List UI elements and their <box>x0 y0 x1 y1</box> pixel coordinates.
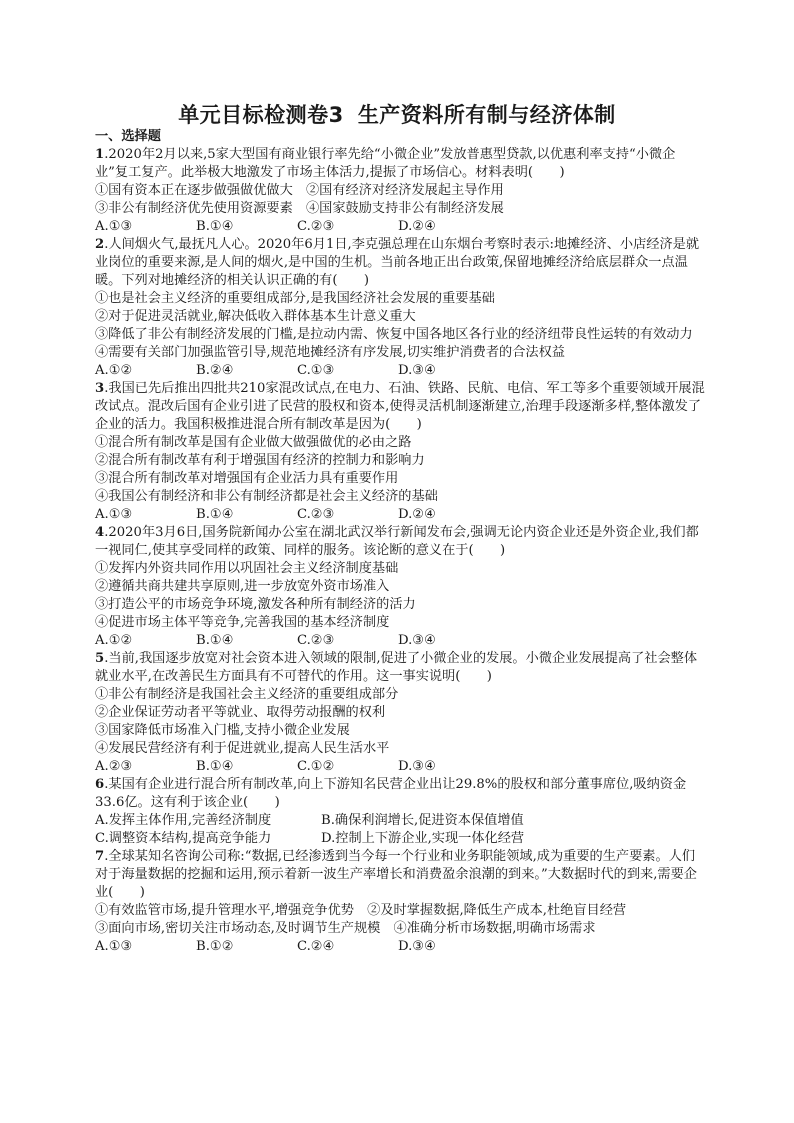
option-b[interactable]: B.①② <box>196 939 234 954</box>
question-number: 4 <box>95 525 105 540</box>
page-title <box>0 99 794 129</box>
statement-line: ①混合所有制改革是国有企业做大做强做优的必由之路 <box>95 435 412 450</box>
option-d[interactable]: D.③④ <box>398 759 436 774</box>
statement-line: ④我国公有制经济和非公有制经济都是社会主义经济的基础 <box>95 489 438 504</box>
option-d[interactable]: D.③④ <box>398 363 436 378</box>
question-text: .人间烟火气,最抚凡人心。2020年6月1日,李克强总理在山东烟台考察时表示:地摊经济、小店经济是就业岗位的重要来源,是人间的烟火,是中国的生机。当前各地正出台政策,保留地摊经济给底层群众一点温暖。下列对地摊经济的相关认识正确的有( ) <box>95 237 700 288</box>
question-number: 7 <box>95 849 105 864</box>
option-b[interactable]: B.确保利润增长,促进资本保值增值 <box>321 813 524 828</box>
option-a[interactable]: A.①③ <box>95 507 133 522</box>
option-a[interactable]: A.①② <box>95 633 133 648</box>
option-c[interactable]: C.②④ <box>297 939 335 954</box>
question-6 <box>95 776 705 848</box>
option-a[interactable]: A.①③ <box>95 939 133 954</box>
question-number: 5 <box>95 651 105 666</box>
statement-line: ④促进市场主体平等竞争,完善我国的基本经济制度 <box>95 615 390 630</box>
statement-line: ①发挥内外资共同作用以巩固社会主义经济制度基础 <box>95 561 399 576</box>
question-stem <box>95 524 705 560</box>
statement-line: ②遵循共商共建共享原则,进一步放宽外资市场准入 <box>95 579 390 594</box>
statement-line: ③混合所有制改革对增强国有企业活力具有重要作用 <box>95 471 399 486</box>
question-text: .全球某知名咨询公司称:“数据,已经渗透到当今每一个行业和业务职能领域,成为重要的生产要素。人们对于海量数据的挖掘和运用,预示着新一波生产率增长和消费盈余浪潮的到来。”大数据时代的到来,需要企业( ) <box>95 849 697 900</box>
option-d[interactable]: D.控制上下游企业,实现一体化经营 <box>321 831 525 846</box>
option-row <box>95 362 705 380</box>
question-number: 1 <box>95 147 105 162</box>
question-3 <box>95 380 705 524</box>
option-d[interactable]: D.②④ <box>398 219 436 234</box>
statement-line: ④需要有关部门加强监管引导,规范地摊经济有序发展,切实维护消费者的合法权益 <box>95 345 565 360</box>
question-number: 2 <box>95 237 105 252</box>
question-list <box>95 146 705 956</box>
statement-line: ①非公有制经济是我国社会主义经济的重要组成部分 <box>95 687 399 702</box>
question-stem <box>95 776 705 812</box>
option-row <box>95 506 705 524</box>
question-2 <box>95 236 705 380</box>
option-b[interactable]: B.②④ <box>196 363 234 378</box>
question-number: 3 <box>95 381 105 396</box>
option-row <box>95 218 705 236</box>
question-text: .2020年3月6日,国务院新闻办公室在湖北武汉举行新闻发布会,强调无论内资企业还是外资企业,我们都一视同仁,使其享受同样的政策、同样的服务。该论断的意义在于( ) <box>95 525 699 558</box>
question-text: .我国已先后推出四批共210家混改试点,在电力、石油、铁路、民航、电信、军工等多个重要领域开展混改试点。混改后国有企业引进了民营的股权和资本,使得灵活机制逐渐建立,治理手段逐渐多样,整体激发了企业的活力。我国积极推进混合所有制改革是因为( ) <box>95 381 705 432</box>
statement-line: ②对于促进灵活就业,解决低收入群体基本生计意义重大 <box>95 309 416 324</box>
statement-line: ②混合所有制改革有利于增强国有经济的控制力和影响力 <box>95 453 425 468</box>
statement-line: ①国有资本正在逐步做强做优做大 ②国有经济对经济发展起主导作用 <box>95 183 504 198</box>
option-c[interactable]: C.②③ <box>297 507 335 522</box>
option-d[interactable]: D.③④ <box>398 939 436 954</box>
option-b[interactable]: B.①④ <box>196 759 234 774</box>
question-text: .2020年2月以来,5家大型国有商业银行率先给“小微企业”发放普惠型贷款,以优惠利率支持“小微企业”复工复产。此举极大地激发了市场主体活力,提振了市场信心。材料表明( ) <box>95 147 676 180</box>
question-5 <box>95 650 705 776</box>
question-text: .当前,我国逐步放宽对社会资本进入领域的限制,促进了小微企业的发展。小微企业发展提高了社会整体就业水平,在改善民生方面具有不可替代的作用。这一事实说明( ) <box>95 651 698 684</box>
statement-line: ③打造公平的市场竞争环境,激发各种所有制经济的活力 <box>95 597 416 612</box>
option-a[interactable]: A.发挥主体作用,完善经济制度 <box>95 813 272 828</box>
statement-line: ①有效监管市场,提升管理水平,增强竞争优势 ②及时掌握数据,降低生产成本,杜绝盲目经营 <box>95 903 627 918</box>
question-1 <box>95 146 705 236</box>
statement-line: ②企业保证劳动者平等就业、取得劳动报酬的权利 <box>95 705 386 720</box>
section-heading: 一、选择题 <box>95 129 161 144</box>
question-stem <box>95 380 705 434</box>
question-stem <box>95 146 705 182</box>
option-c[interactable]: C.调整资本结构,提高竞争能力 <box>95 831 272 846</box>
statement-line: ③国家降低市场准入门槛,支持小微企业发展 <box>95 723 350 738</box>
statement-line: ④发展民营经济有利于促进就业,提高人民生活水平 <box>95 741 390 756</box>
option-d[interactable]: D.③④ <box>398 633 436 648</box>
statement-line: ③降低了非公有制经济发展的门槛,是拉动内需、恢复中国各地区各行业的经济纽带良性运转的有效动力 <box>95 327 693 342</box>
option-a[interactable]: A.①③ <box>95 219 133 234</box>
question-stem <box>95 848 705 902</box>
exam-content <box>95 128 705 956</box>
question-stem <box>95 236 705 290</box>
option-row <box>95 632 705 650</box>
question-text: .某国有企业进行混合所有制改革,向上下游知名民营企业出让29.8%的股权和部分董事席位,吸纳资金33.6亿。这有利于该企业( ) <box>95 777 687 810</box>
title-main: 单元目标检测卷3 <box>178 103 344 127</box>
option-c[interactable]: C.①② <box>297 759 335 774</box>
option-c[interactable]: C.②③ <box>297 633 335 648</box>
option-a[interactable]: A.①② <box>95 363 133 378</box>
statement-line: ③非公有制经济优先使用资源要素 ④国家鼓励支持非公有制经济发展 <box>95 201 504 216</box>
option-c[interactable]: C.②③ <box>297 219 335 234</box>
question-7 <box>95 848 705 956</box>
question-4 <box>95 524 705 650</box>
option-b[interactable]: B.①④ <box>196 507 234 522</box>
question-stem <box>95 650 705 686</box>
statement-line: ③面向市场,密切关注市场动态,及时调节生产规模 ④准确分析市场数据,明确市场需求 <box>95 921 596 936</box>
option-b[interactable]: B.①④ <box>196 219 234 234</box>
title-subject: 生产资料所有制与经济体制 <box>357 103 616 127</box>
option-row <box>95 830 705 848</box>
option-c[interactable]: C.①③ <box>297 363 335 378</box>
option-row <box>95 812 705 830</box>
option-row <box>95 938 705 956</box>
option-a[interactable]: A.②③ <box>95 759 133 774</box>
option-b[interactable]: B.①④ <box>196 633 234 648</box>
option-row <box>95 758 705 776</box>
question-number: 6 <box>95 777 105 792</box>
statement-line: ①也是社会主义经济的重要组成部分,是我国经济社会发展的重要基础 <box>95 291 495 306</box>
option-d[interactable]: D.②④ <box>398 507 436 522</box>
